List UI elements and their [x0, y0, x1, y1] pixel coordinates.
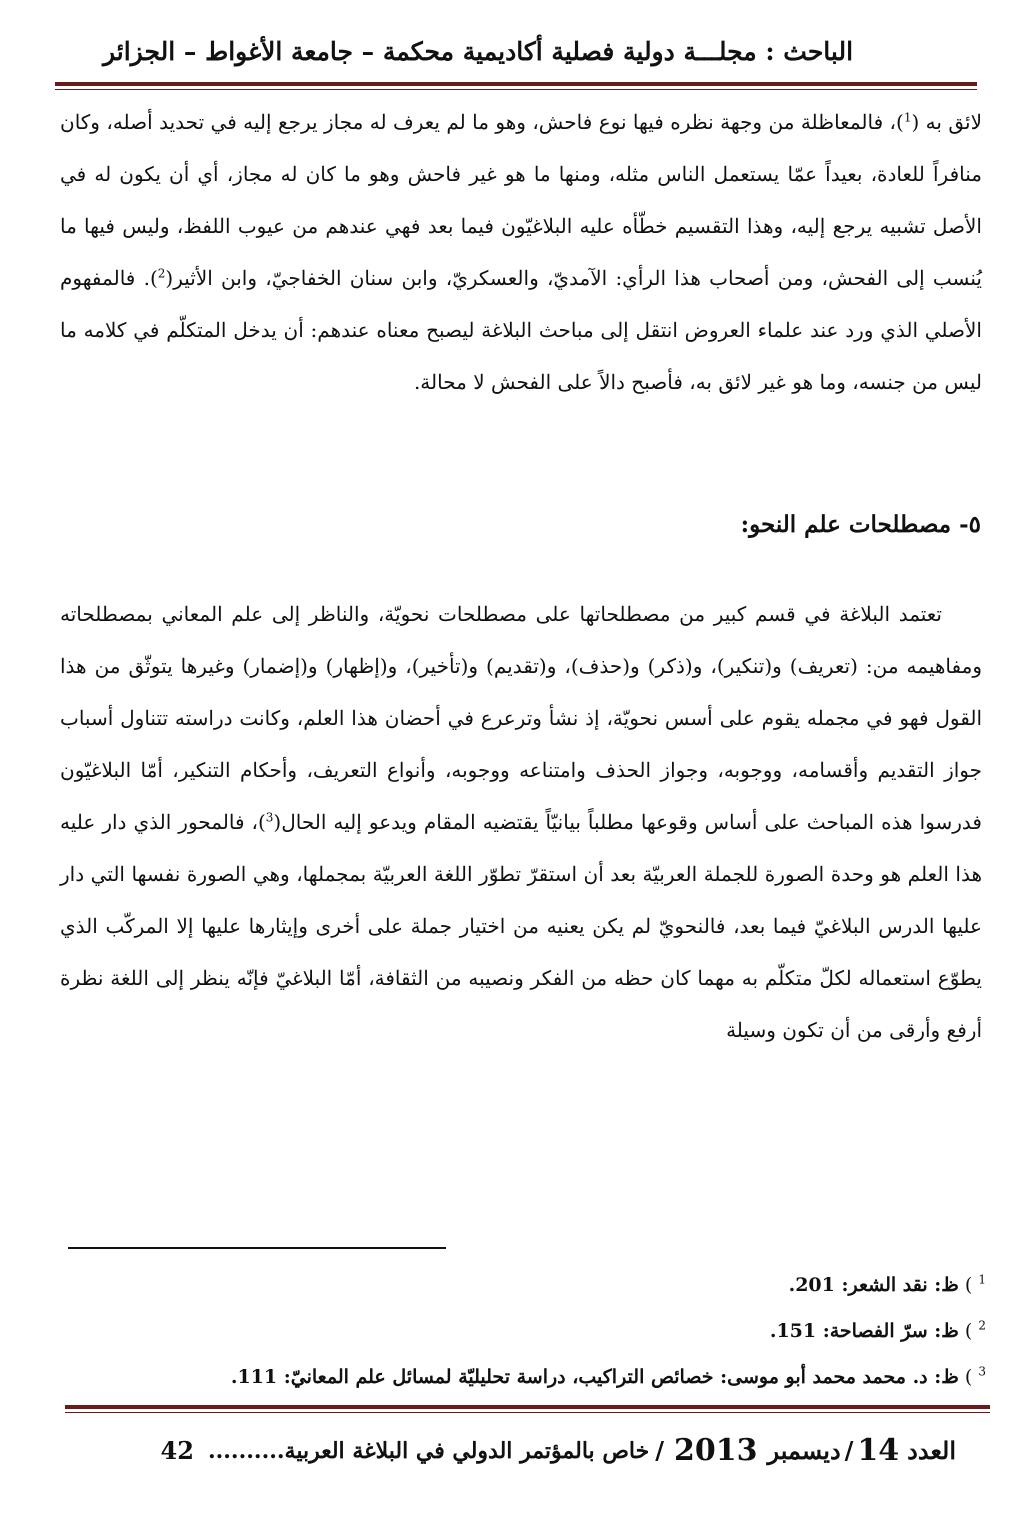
footnote-text: ظ: د. محمد محمد أبو موسى: خصائص التراكيب، دراسة تحليليّة لمسائل علم المعانيّ: 111.: [230, 1366, 959, 1388]
footer-slash: /: [844, 1436, 854, 1465]
issue-label: العدد: [907, 1436, 956, 1465]
footer-slash: /: [655, 1436, 664, 1465]
footnote-3: [186, 1354, 986, 1400]
footer-rule: [65, 1405, 990, 1413]
footnote-text: ظ: سرّ الفصاحة: 151.: [769, 1320, 959, 1342]
paragraph-2-text-b: )، فالمحور الذي دار عليه هذا العلم هو وحدة الصورة للجملة العربيّة بعد أن استقرّ تطوّر اللغة العربيّة بمجملها، وهي الصورة نفسها التي دار عليها الدرس البلاغيّ فيما بعد، فالنحويّ لم يكن يعنيه من اختيار جملة على أخرى وإيثارها عليها إلا المركّب الذي يطوّع استعماله لكلّ متكلّم به مهما كان حظه من الفكر ونصيبه من الثقافة، أمّا البلاغيّ فإنّه ينظر إلى اللغة نظرة أرفع وأرقى من أن تكون وسيلة: [60, 810, 982, 1042]
section-heading: ٥- مصطلحات علم النحو:: [740, 511, 981, 538]
issue-year: 2013: [674, 1433, 758, 1468]
footnote-1: [186, 1262, 986, 1308]
footnote-number: 2: [978, 1318, 986, 1333]
footnote-paren: ): [964, 1274, 973, 1296]
paragraph-2: [60, 568, 982, 1056]
footnote-2: [186, 1308, 986, 1354]
issue-number: 14: [857, 1433, 900, 1468]
paragraph-1-text-a: لائق به (: [911, 110, 982, 134]
running-header: الباحث : مجلـــة دولية فصلية أكاديمية محكمة – جامعة الأغواط – الجزائر: [102, 37, 854, 66]
footnote-separator: [68, 1247, 446, 1249]
paragraph-1-text-b: )، فالمعاظلة من وجهة نظره فيها نوع فاحش، وهو ما لم يعرف له مجاز يرجع إليه في تحديد أصله، وكان منافراً للعادة، بعيداً عمّا يستعمل الناس مثله، ومنها ما هو غير فاحش وهو ما كان له مجاز، أي أن يكون له في الأصل تشبيه يرجع إليه، وهذا التقسيم خطّأه عليه البلاغيّون فيما بعد فهي عندهم من عيوب اللفظ، وليس فيها ما يُنسب إلى الفحش، ومن أصحاب هذا الرأي: الآمديّ، والعسكريّ، وابن سنان الخفاجيّ، وابن الأثير(: [60, 110, 982, 290]
footnote-paren: ): [964, 1366, 973, 1388]
issue-month: ديسمبر: [767, 1436, 841, 1465]
footnote-ref-1: 1: [903, 110, 912, 125]
special-issue-text: خاص بالمؤتمر الدولي في البلاغة العربية..........: [207, 1438, 650, 1464]
page-number: 42: [160, 1436, 194, 1465]
footnote-ref-3: 3: [265, 810, 274, 825]
footnotes-list: [186, 1262, 986, 1400]
footnote-text: ظ: نقد الشعر: 201.: [788, 1274, 959, 1296]
paragraph-1-text-c: ). فالمفهوم الأصلي الذي ورد عند علماء العروض انتقل إلى مباحث البلاغة ليصبح معناه عندهم: أن يدخل المتكلّم في كلامه ما ليس من جنسه، وما هو غير لائق به، فأصبح دالاً على الفحش لا محالة.: [60, 266, 982, 394]
paragraph-1: [60, 76, 982, 408]
footnote-number: 3: [978, 1364, 986, 1379]
footnote-number: 1: [978, 1272, 986, 1287]
page-footer: [100, 1426, 956, 1476]
footnote-paren: ): [964, 1320, 973, 1342]
paragraph-2-text-a: تعتمد البلاغة في قسم كبير من مصطلحاتها على مصطلحات نحويّة، والناظر إلى علم المعاني بمصطلحاته ومفاهيمه من: (تعريف) و(تنكير)، و(ذكر) و(حذف)، و(تقديم) و(تأخير)، و(إظهار) و(إضمار) وغيرها يتوثّق من هذا القول فهو في مجمله يقوم على أسس نحويّة، إذ نشأ وترعرع في أحضان هذا العلم، وكانت دراسته تتناول أسباب جواز التقديم وأقسامه، ووجوبه، وجواز الحذف وامتناعه ووجوبه، وأنواع التعريف، وأحكام التنكير، أمّا البلاغيّون فدرسوا هذه المباحث على أساس وقوعها مطلباً بيانيّاً يقتضيه المقام ويدعو إليه الحال(: [60, 602, 982, 834]
footnote-ref-2: 2: [157, 266, 166, 281]
